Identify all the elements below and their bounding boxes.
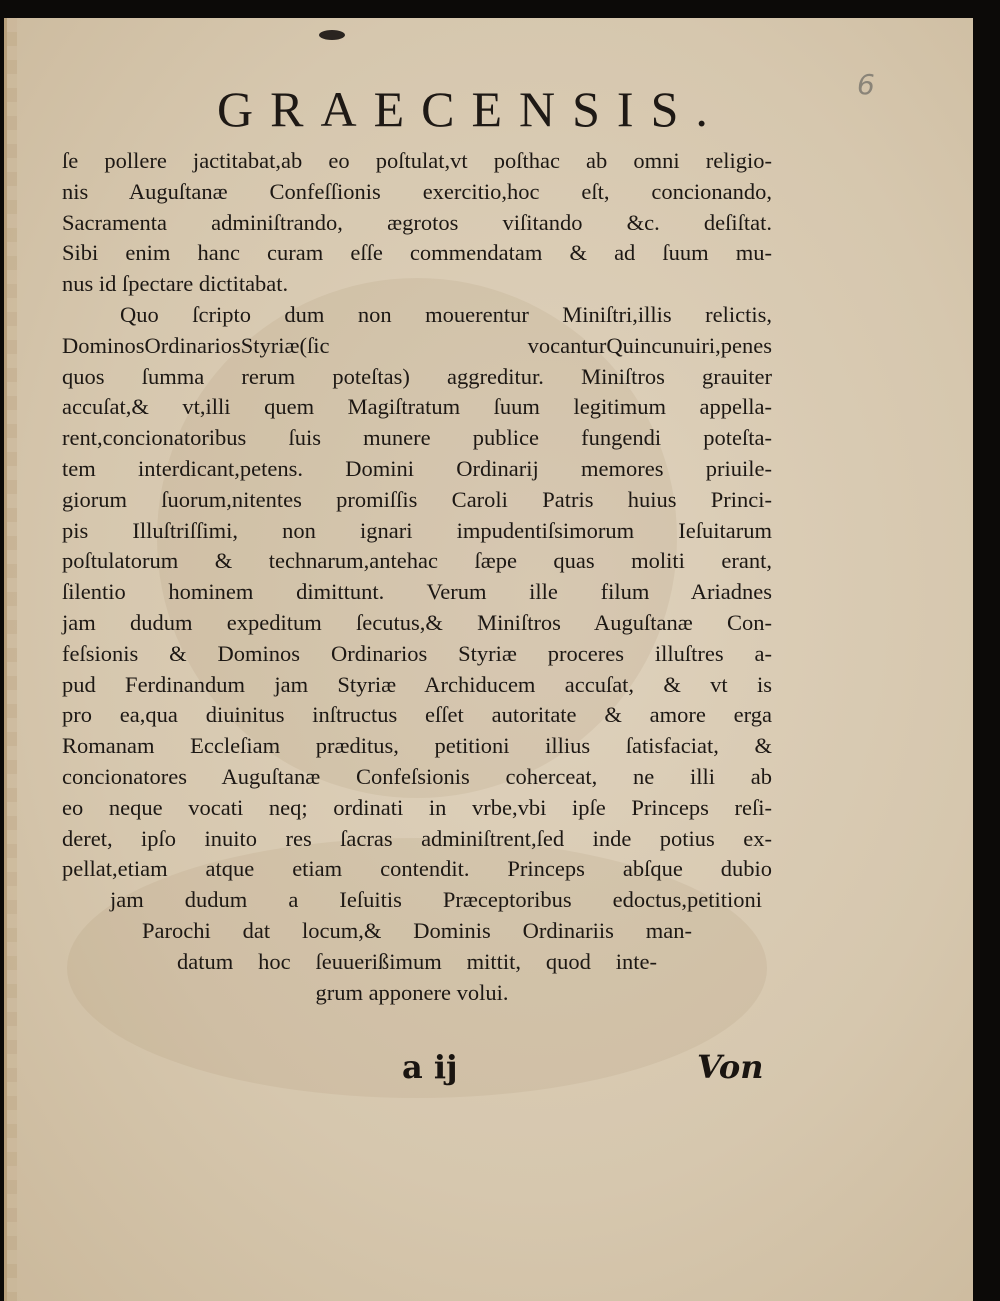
text-line: DominosOrdinariosStyriæ(ſic vocanturQuincunuiri,penes [62, 332, 772, 358]
text-line: datum hoc ſeuuerißimum mittit, quod inte- [177, 948, 657, 974]
text-line: nis Auguſtanæ Confeſſionis exercitio,hoc eſt, concionando, [62, 178, 772, 204]
text-line: tem interdicant,petens. Domini Ordinarij memores priuile- [62, 455, 772, 481]
signature-mark: a ij [402, 1048, 458, 1086]
ink-blot [319, 30, 345, 40]
text-line: pro ea,qua diuinitus inſtructus eſſet autoritate & amore erga [62, 702, 772, 728]
text-line: pis Illuſtriſſimi, non ignari impudentiſsimorum Ieſuitarum [62, 517, 772, 543]
text-line: feſsionis & Dominos Ordinarios Styriæ proceres illuſtres a- [62, 640, 772, 666]
running-header: GRAECENSIS. [217, 81, 725, 137]
book-page [4, 18, 973, 1301]
text-line: nus id ſpectare dictitabat. [62, 271, 289, 297]
text-line: pellat,etiam atque etiam contendit. Princeps abſque dubio [62, 856, 772, 882]
text-line: pud Ferdinandum jam Styriæ Archiducem accuſat, & vt is [62, 671, 772, 697]
body-text [62, 146, 772, 1008]
text-line: rent,concionatoribus ſuis munere publice fungendi poteſta- [62, 425, 772, 451]
text-line: Sibi enim hanc curam eſſe commendatam & ad ſuum mu- [62, 240, 772, 266]
text-line: jam dudum expeditum ſecutus,& Miniſtros Auguſtanæ Con- [62, 609, 772, 635]
text-line: quos ſumma rerum poteſtas) aggreditur. Miniſtros grauiter [62, 363, 772, 389]
text-line: accuſat,& vt,illi quem Magiſtratum ſuum legitimum appella- [62, 394, 772, 420]
text-line: giorum ſuorum,nitentes promiſſis Caroli Patris huius Princi- [62, 486, 772, 512]
text-line: deret, ipſo inuito res ſacras adminiſtrent,ſed inde potius ex- [62, 825, 772, 851]
text-line: Parochi dat locum,& Dominis Ordinariis man- [142, 917, 692, 943]
text-line: Quo ſcripto dum non mouerentur Miniſtri,illis relictis, [120, 301, 772, 327]
text-line: ſilentio hominem dimittunt. Verum ille filum Ariadnes [62, 579, 772, 605]
text-line: grum apponere volui. [315, 979, 509, 1005]
text-line: ſe pollere jactitabat,ab eo poſtulat,vt poſthac ab omni religio- [62, 148, 772, 173]
text-line: jam dudum a Ieſuitis Præceptoribus edoctus,petitioni [110, 887, 762, 913]
text-line: eo neque vocati neq; ordinati in vrbe,vbi ipſe Princeps reſi- [62, 794, 772, 820]
page-edge [7, 18, 17, 1301]
text-line: Romanam Eccleſiam præditus, petitioni illius ſatisfaciat, & [62, 733, 772, 759]
catchword: Von [697, 1048, 764, 1086]
text-line: Sacramenta adminiſtrando, ægrotos viſitando &c. deſiſtat. [62, 209, 772, 235]
text-line: poſtulatorum & technarum,antehac ſæpe quas moliti erant, [62, 548, 772, 574]
text-line: concionatores Auguſtanæ Confeſsionis coherceat, ne illi ab [62, 763, 772, 789]
pencil-page-note: 6 [857, 68, 875, 101]
